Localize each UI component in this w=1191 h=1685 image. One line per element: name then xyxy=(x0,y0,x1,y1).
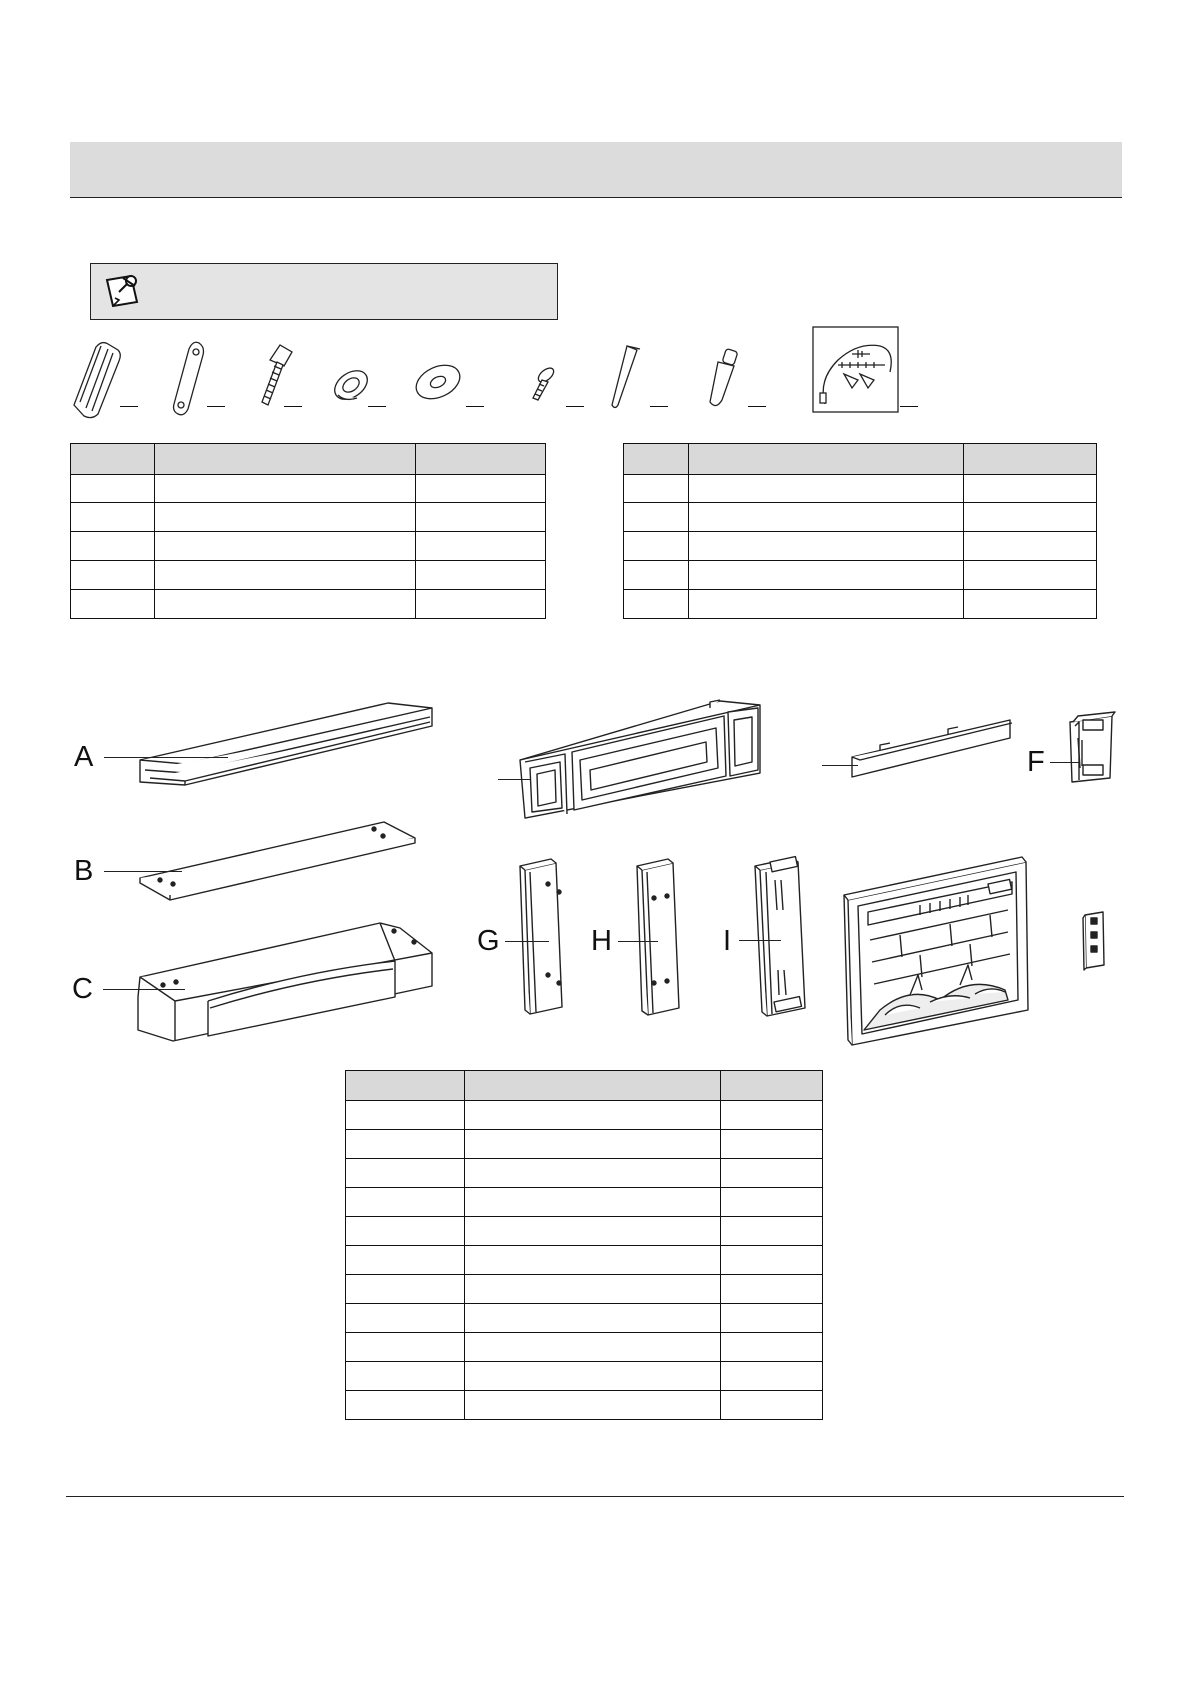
part-label-f: F xyxy=(1027,746,1045,778)
leader-line xyxy=(739,940,781,941)
column-header xyxy=(464,1071,720,1101)
part-c-base-assembly xyxy=(138,923,432,1041)
table-row xyxy=(346,1391,823,1420)
fireplace-insert xyxy=(844,857,1028,1045)
leader-line xyxy=(1050,762,1080,763)
leader-line xyxy=(103,989,185,990)
part-f-bracket-panel xyxy=(1070,712,1115,782)
footer-divider xyxy=(66,1496,1124,1497)
table-row xyxy=(346,1304,823,1333)
table-row xyxy=(346,1333,823,1362)
leader-line xyxy=(498,779,530,780)
part-label-i: I xyxy=(723,925,732,957)
leader-line xyxy=(104,757,228,758)
part-a-mantel-top xyxy=(140,703,432,785)
table-row xyxy=(346,1275,823,1304)
column-header xyxy=(721,1071,823,1101)
part-g-side-panel xyxy=(520,859,562,1014)
table-row xyxy=(346,1246,823,1275)
table-row xyxy=(346,1101,823,1130)
part-d-front-panel xyxy=(520,700,760,818)
table-row xyxy=(346,1362,823,1391)
part-label-h: H xyxy=(591,925,612,957)
column-header xyxy=(346,1071,465,1101)
part-h-side-panel xyxy=(637,859,679,1015)
table-row xyxy=(346,1217,823,1246)
part-label-a: A xyxy=(74,741,94,773)
leader-line xyxy=(618,941,658,942)
parts-table xyxy=(345,1070,823,1420)
table-row xyxy=(346,1188,823,1217)
leader-line xyxy=(505,941,549,942)
leader-line xyxy=(104,871,182,872)
part-label-g: G xyxy=(477,925,500,957)
part-e-top-rail xyxy=(852,720,1012,777)
part-label-c: C xyxy=(72,973,93,1005)
remote-control-icon xyxy=(1083,912,1104,970)
part-b-base-board xyxy=(140,822,415,900)
table-row xyxy=(346,1159,823,1188)
part-i-side-panel xyxy=(755,857,805,1016)
leader-line xyxy=(822,765,858,766)
table-row xyxy=(346,1130,823,1159)
part-label-b: B xyxy=(74,855,94,887)
